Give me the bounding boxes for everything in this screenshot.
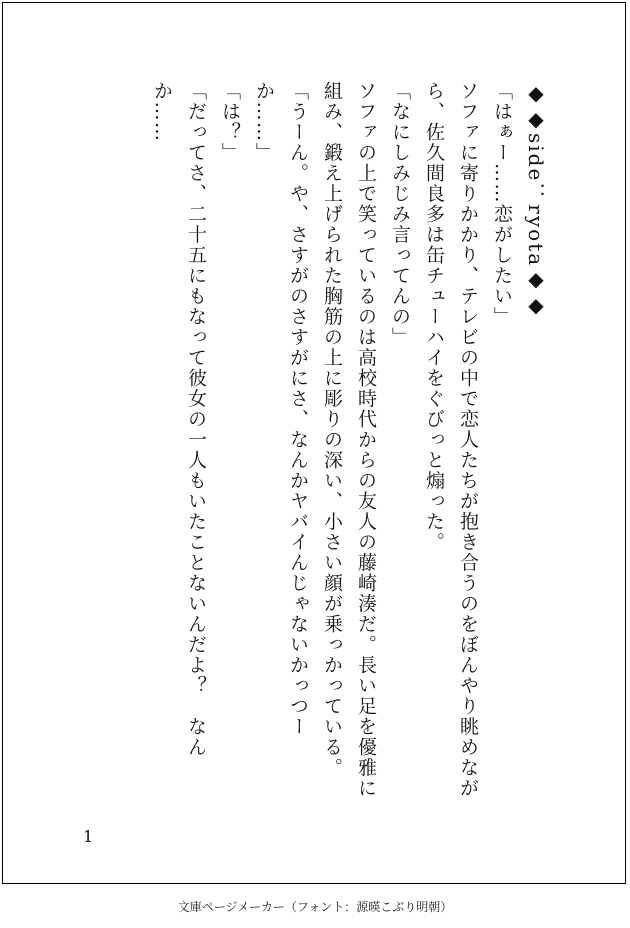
paragraph: 「なにしみじみ言ってんの」 xyxy=(389,81,411,348)
vertical-body-text xyxy=(145,81,553,801)
paragraph: 「はぁー……恋がしたい」 xyxy=(491,81,513,327)
page-frame xyxy=(2,2,626,884)
paragraph: ソファに寄りかかり、テレビの中で恋人たちが抱き合うのをぼんやり眺めながら、佐久間良多は缶チューハイをぐびっと煽った。 xyxy=(423,81,479,799)
paragraph: 「うーん。や、さすがのさすがにさ、なんかヤバイんじゃないかっつーか……」 xyxy=(253,81,309,737)
paragraph: 「だってさ、二十五にもなって彼女の一人もいたことないんだよ？ なんか…… xyxy=(151,81,207,758)
footer-credit: 文庫ページメーカー（フォント：源暎こぶり明朝） xyxy=(177,900,453,914)
paragraph: ソファの上で笑っているのは高校時代からの友人の藤崎湊だ。長い足を優雅に組み、鍛え上げられた胸筋の上に彫りの深い、小さい顔が乗っかっている。 xyxy=(321,81,377,799)
page-number: 1 xyxy=(83,827,94,846)
section-heading: ◆◆side：ryota◆◆ xyxy=(524,81,548,320)
paragraph: 「は？」 xyxy=(219,81,241,163)
